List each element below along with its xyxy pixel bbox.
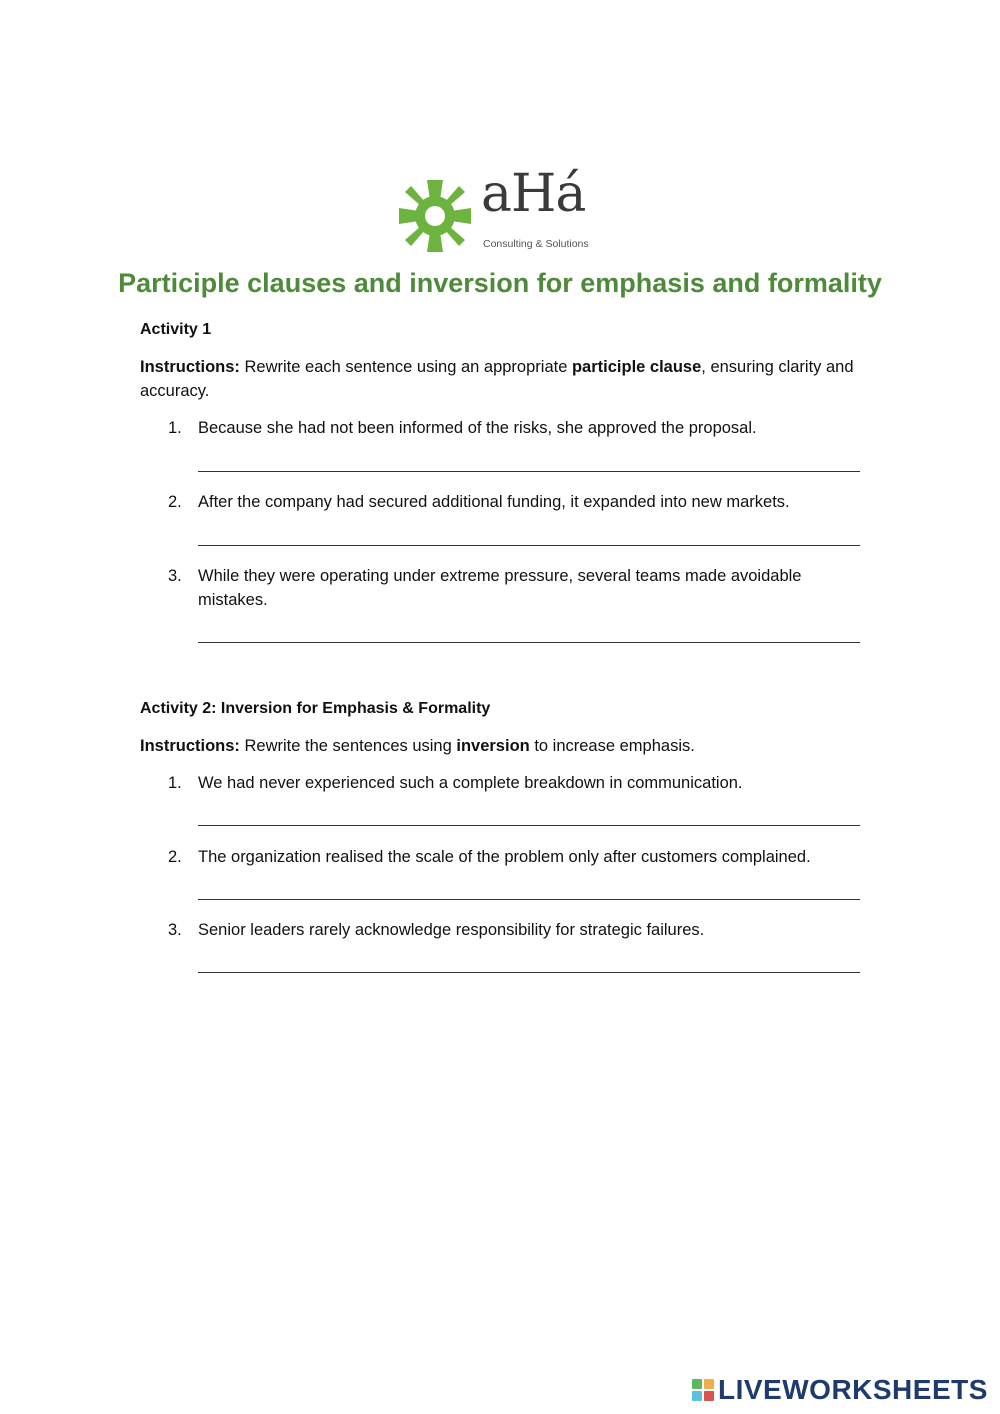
item-sentence: We had never experienced such a complete breakdown in communication. <box>198 774 743 792</box>
activity-1-heading: Activity 1 <box>140 321 212 338</box>
instructions-text: Rewrite each sentence using an appropriate <box>239 358 572 376</box>
answer-line[interactable] <box>198 545 860 546</box>
liveworksheets-wordmark: LIVEWORKSHEETS <box>718 1374 988 1405</box>
star-logo-icon <box>395 176 475 256</box>
answer-line[interactable] <box>198 642 860 643</box>
activity-1-instructions <box>140 355 865 403</box>
activity-2-heading: Activity 2: Inversion for Emphasis & Formality <box>140 700 491 717</box>
item-sentence: Senior leaders rarely acknowledge responsibility for strategic failures. <box>198 921 705 939</box>
item-number: 3. <box>168 567 182 585</box>
item-number: 3. <box>168 921 182 939</box>
instructions-keyword: inversion <box>456 737 530 755</box>
item-number: 2. <box>168 848 182 866</box>
item-number: 2. <box>168 493 182 511</box>
page-title: Participle clauses and inversion for emphasis and formality <box>118 268 882 298</box>
instructions-text: Rewrite the sentences using <box>239 737 457 755</box>
instructions-text: , ensuring clarity and accuracy. <box>140 358 854 400</box>
answer-line[interactable] <box>198 825 860 826</box>
item-sentence: Because she had not been informed of the risks, she approved the proposal. <box>198 419 757 437</box>
liveworksheets-logo <box>692 1375 992 1405</box>
company-logo <box>395 164 605 256</box>
answer-line[interactable] <box>198 899 860 900</box>
logo-tagline: Consulting & Solutions <box>483 238 589 250</box>
item-sentence: While they were operating under extreme pressure, several teams made avoidable mistakes. <box>198 567 802 609</box>
answer-line[interactable] <box>198 972 860 973</box>
item-sentence: The organization realised the scale of the problem only after customers complained. <box>198 848 811 866</box>
item-sentence: After the company had secured additional funding, it expanded into new markets. <box>198 493 790 511</box>
instructions-text: to increase emphasis. <box>529 737 695 755</box>
blocks-icon <box>692 1379 714 1401</box>
activity-2-instructions <box>140 734 865 758</box>
instructions-label: Instructions: <box>140 358 240 376</box>
instructions-label: Instructions: <box>140 737 240 755</box>
instructions-keyword: participle clause <box>571 358 702 376</box>
answer-line[interactable] <box>198 471 860 472</box>
item-number: 1. <box>168 419 182 437</box>
logo-wordmark: aHá <box>481 164 586 224</box>
item-number: 1. <box>168 774 182 792</box>
